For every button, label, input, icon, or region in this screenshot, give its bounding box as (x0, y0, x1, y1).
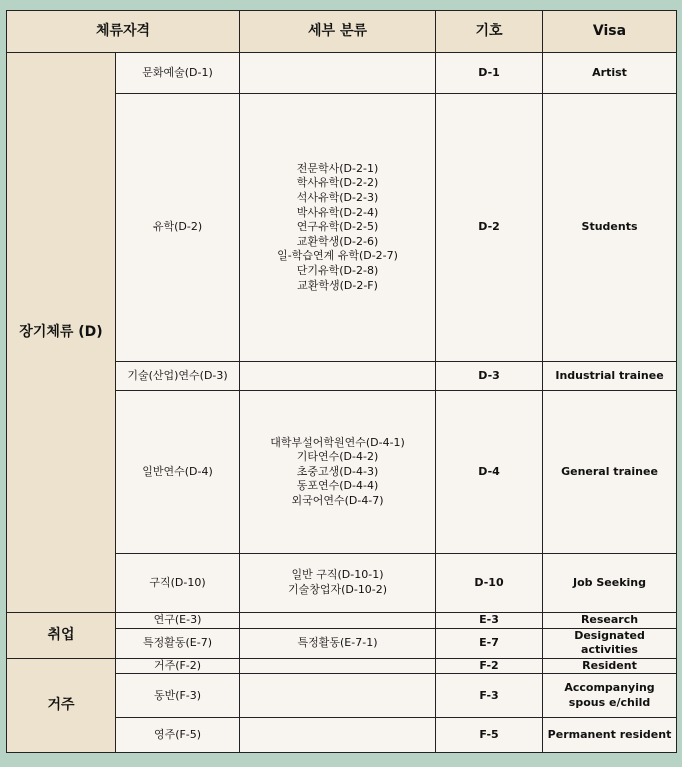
visa-cell: Job Seeking (543, 554, 677, 613)
detail-item: 기타연수(D-4-2) (296, 450, 379, 464)
visa-cell: Permanent resident (543, 718, 677, 753)
detail-item: 교환학생(D-2-F) (297, 278, 378, 292)
status-cell: 기술(산업)연수(D-3) (116, 362, 240, 391)
code-cell: E-3 (436, 613, 543, 629)
header-row (7, 11, 677, 53)
status-cell: 일반연수(D-4) (116, 391, 240, 554)
details-cell (240, 658, 436, 674)
details-cell (240, 613, 436, 629)
code-cell: F-5 (436, 718, 543, 753)
detail-item: 특정활동(E-7-1) (297, 635, 378, 649)
detail-item: 학사유학(D-2-2) (296, 176, 379, 190)
detail-item: 동포연수(D-4-4) (296, 479, 379, 493)
code-cell: F-2 (436, 658, 543, 674)
code-cell: D-10 (436, 554, 543, 613)
detail-item: 교환학생(D-2-6) (296, 234, 379, 248)
details-cell (240, 628, 436, 658)
table-row (7, 53, 677, 94)
category-long-term: 장기체류 (D) (7, 53, 116, 613)
visa-cell: General trainee (543, 391, 677, 554)
visa-cell: Industrial trainee (543, 362, 677, 391)
details-cell (240, 718, 436, 753)
detail-item: 일-학습연계 유학(D-2-7) (277, 249, 398, 263)
detail-item: 연구유학(D-2-5) (296, 220, 379, 234)
status-cell: 동반(F-3) (116, 674, 240, 718)
code-cell: E-7 (436, 628, 543, 658)
details-cell (240, 94, 436, 362)
details-cell (240, 362, 436, 391)
details-cell (240, 53, 436, 94)
detail-item: 박사유학(D-2-4) (296, 205, 379, 219)
category-residence: 거주 (7, 658, 116, 753)
header-status: 체류자격 (7, 11, 240, 53)
visa-table-frame (6, 10, 676, 753)
detail-item: 기술창업자(D-10-2) (287, 583, 388, 596)
header-visa: Visa (543, 11, 677, 53)
code-cell: D-4 (436, 391, 543, 554)
visa-cell: Accompanying spous e/child (543, 674, 677, 718)
detail-item: 외국어연수(D-4-7) (291, 493, 384, 507)
table-row (7, 658, 677, 674)
visa-cell: Students (543, 94, 677, 362)
code-cell: D-3 (436, 362, 543, 391)
visa-status-table (6, 10, 677, 753)
table-row (7, 613, 677, 629)
detail-item: 일반 구직(D-10-1) (291, 568, 384, 582)
detail-item: 대학부설어학원연수(D-4-1) (270, 435, 405, 449)
header-details: 세부 분류 (240, 11, 436, 53)
details-cell (240, 554, 436, 613)
visa-cell: Artist (543, 53, 677, 94)
category-employment: 취업 (7, 613, 116, 659)
detail-item: 전문학사(D-2-1) (296, 161, 379, 175)
visa-cell: Research (543, 613, 677, 629)
code-cell: D-1 (436, 53, 543, 94)
status-cell: 연구(E-3) (116, 613, 240, 629)
detail-item: 단기유학(D-2-8) (296, 263, 379, 277)
details-cell (240, 391, 436, 554)
visa-cell: Resident (543, 658, 677, 674)
detail-item: 초중고생(D-4-3) (296, 464, 379, 478)
status-cell: 문화예술(D-1) (116, 53, 240, 94)
status-cell: 거주(F-2) (116, 658, 240, 674)
status-cell: 유학(D-2) (116, 94, 240, 362)
status-cell: 구직(D-10) (116, 554, 240, 613)
code-cell: D-2 (436, 94, 543, 362)
code-cell: F-3 (436, 674, 543, 718)
details-cell (240, 674, 436, 718)
detail-item: 석사유학(D-2-3) (296, 191, 379, 205)
status-cell: 영주(F-5) (116, 718, 240, 753)
status-cell: 특정활동(E-7) (116, 628, 240, 658)
header-code: 기호 (436, 11, 543, 53)
visa-cell: Designated activities (543, 628, 677, 658)
